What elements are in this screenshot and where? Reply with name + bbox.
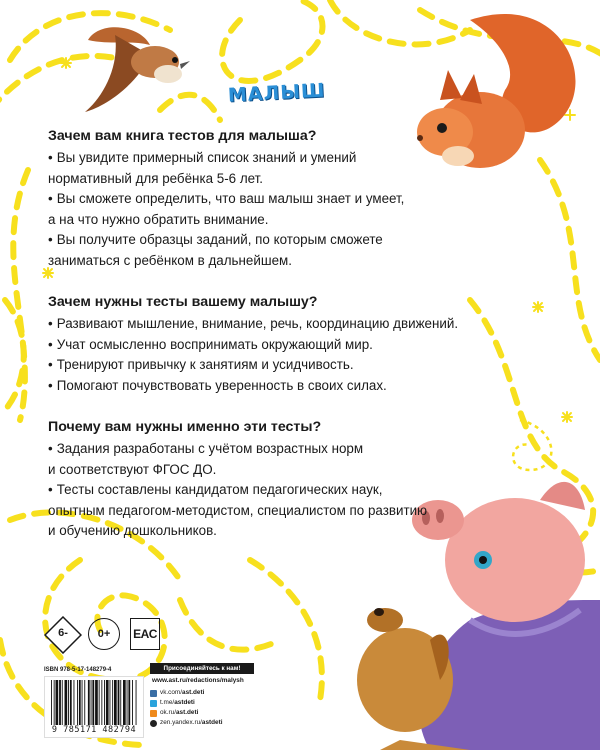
age-plus-badge: 0+: [88, 618, 120, 650]
list-item: • Помогают почувствовать уверенность в своих силах.: [48, 377, 387, 393]
barcode-number: 9 785171 482794: [51, 725, 137, 735]
social-header: Присоединяйтесь к нам!: [150, 663, 254, 674]
section-heading: Почему вам нужны именно эти тесты?: [48, 419, 322, 435]
social-link-vk[interactable]: vk.com/ ast.deti: [150, 688, 254, 698]
barcode: [44, 676, 144, 738]
section-heading: Зачем нужны тесты вашему малышу?: [48, 294, 318, 310]
list-item: • Вы получите образцы заданий, по которым сможете заниматься с ребёнком в дальнейшем.: [48, 232, 383, 268]
age-rating-badge: 6-: [44, 616, 82, 654]
list-item: • Развивают мышление, внимание, речь, координацию движений.: [48, 316, 459, 331]
vk-icon: [150, 690, 157, 697]
barcode-icon: [49, 680, 139, 725]
bird-illustration: [85, 27, 190, 112]
zen-icon: [150, 720, 157, 727]
list-item: • Вы сможете определить, что ваш малыш знает и умеет, а на что нужно обратить внимание.: [48, 191, 405, 227]
social-link-telegram[interactable]: t.me/ astdeti: [150, 698, 254, 708]
list-item: • Вы увидите примерный список знаний и умений нормативный для ребёнка 5-6 лет.: [48, 150, 357, 186]
list-item: • Тесты составлены кандидатом педагогических наук, опытным педагогом-методистом, специалистом по развитию и обучению дошкольников.: [48, 482, 428, 538]
list-item: • Тренируют привычку к занятиям и усидчивость.: [48, 357, 354, 372]
section-heading: Зачем вам книга тестов для малыша?: [48, 128, 317, 144]
list-item: • Задания разработаны с учётом возрастных норм и соответствуют ФГОС ДО.: [48, 441, 364, 477]
section-why-book: [48, 126, 488, 271]
list-item: • Учат осмысленно воспринимать окружающий мир.: [48, 336, 373, 352]
malysh-logo: МАЛЫШ: [227, 79, 326, 107]
eac-mark: EAC: [130, 618, 160, 650]
ok-icon: [150, 710, 157, 717]
website-link[interactable]: www.ast.ru/redactions/malysh: [152, 677, 244, 684]
telegram-icon: [150, 700, 157, 707]
social-link-zen[interactable]: zen.yandex.ru/ astdeti: [150, 718, 254, 728]
social-links-block: [150, 663, 254, 728]
isbn-text: ISBN 978-5-17-148279-4: [44, 667, 112, 673]
section-why-tests: [48, 292, 488, 396]
back-cover-text: [48, 126, 488, 563]
social-link-ok[interactable]: ok.ru/ ast.deti: [150, 708, 254, 718]
section-why-these-tests: [48, 417, 488, 542]
